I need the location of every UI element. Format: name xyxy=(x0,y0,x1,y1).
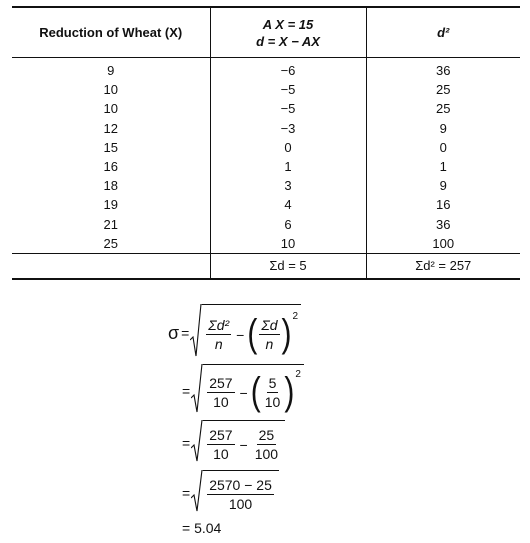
fraction xyxy=(253,427,280,462)
cell-deviation: 10 xyxy=(210,234,366,254)
cell-deviation: −5 xyxy=(210,80,366,99)
table-row xyxy=(12,58,520,81)
cell-deviation: 3 xyxy=(210,176,366,195)
radical xyxy=(191,470,279,516)
fraction xyxy=(263,375,283,410)
cell-deviation: −6 xyxy=(210,58,366,81)
numerator: 257 xyxy=(209,427,233,443)
left-paren-icon: ( xyxy=(247,312,258,356)
denominator: 100 xyxy=(254,446,279,462)
formula-line-1 xyxy=(168,304,301,362)
table-row xyxy=(12,215,520,234)
header-assumed-mean-deviation xyxy=(210,7,366,58)
minus-sign: − xyxy=(239,436,248,453)
cell-x: 15 xyxy=(103,139,118,155)
radical xyxy=(190,304,301,362)
result-value: = 5.04 xyxy=(182,520,222,536)
table-row xyxy=(12,195,520,214)
cell-x: 18 xyxy=(103,178,118,194)
header-d-squared: d² xyxy=(366,7,520,58)
cell-d-squared: 0 xyxy=(366,138,520,157)
exponent: 2 xyxy=(292,311,299,322)
table-header-row xyxy=(12,7,520,58)
cell-d-squared: 36 xyxy=(366,58,520,81)
exponent: 2 xyxy=(295,369,301,380)
cell-x: 19 xyxy=(103,197,118,213)
formula-line-2 xyxy=(182,364,304,418)
cell-x: 16 xyxy=(103,159,118,175)
cell-d-squared: 100 xyxy=(366,234,520,254)
deviation-table xyxy=(12,6,520,280)
cell-deviation: −5 xyxy=(210,99,366,118)
right-paren-icon: ) xyxy=(284,370,295,414)
cell-x: 9 xyxy=(107,63,115,79)
total-sum-d: Σd = 5 xyxy=(210,253,366,279)
denominator: 100 xyxy=(228,496,253,512)
header-assumed-mean: A X = 15 xyxy=(262,16,314,32)
table-row xyxy=(12,138,520,157)
numerator: 257 xyxy=(209,375,233,391)
denominator: 10 xyxy=(213,394,229,410)
radical xyxy=(191,420,285,466)
equals-sign: = xyxy=(182,383,191,399)
radical-sign-icon xyxy=(191,420,203,466)
header-reduction-of-wheat: Reduction of Wheat (X) xyxy=(12,7,210,58)
total-sum-d-squared: Σd² = 257 xyxy=(366,253,520,279)
standard-deviation-derivation xyxy=(168,300,428,540)
table-row xyxy=(12,157,520,176)
formula-line-3 xyxy=(182,420,285,466)
numerator: Σd xyxy=(261,317,278,333)
cell-x: 10 xyxy=(103,82,118,98)
minus-sign: − xyxy=(236,326,245,343)
numerator: 2570 − 25 xyxy=(209,477,272,493)
numerator: 5 xyxy=(268,375,277,391)
totals-row xyxy=(12,253,520,279)
equals-sign: = xyxy=(181,325,190,341)
right-paren-icon: ) xyxy=(281,312,292,356)
cell-d-squared: 9 xyxy=(366,176,520,195)
fraction xyxy=(207,477,274,512)
table-row xyxy=(12,176,520,195)
cell-x: 10 xyxy=(103,101,118,117)
radical-sign-icon xyxy=(191,364,203,418)
denominator: 10 xyxy=(264,394,281,410)
cell-x: 25 xyxy=(103,235,118,251)
table-row xyxy=(12,99,520,118)
cell-d-squared: 9 xyxy=(366,119,520,138)
sigma-symbol: σ xyxy=(168,322,180,343)
fraction xyxy=(207,427,234,462)
minus-sign: − xyxy=(239,384,248,401)
cell-d-squared: 16 xyxy=(366,195,520,214)
table-row xyxy=(12,119,520,138)
equals-sign: = xyxy=(182,435,191,451)
left-paren-icon: ( xyxy=(250,370,261,414)
formula-result xyxy=(182,520,221,536)
denominator: n xyxy=(265,336,274,352)
table-row xyxy=(12,234,520,254)
cell-deviation: 1 xyxy=(210,157,366,176)
denominator: 10 xyxy=(213,446,229,462)
numerator: Σd² xyxy=(208,317,230,333)
equals-sign: = xyxy=(182,485,191,501)
cell-deviation: 4 xyxy=(210,195,366,214)
cell-d-squared: 25 xyxy=(366,80,520,99)
cell-deviation: 6 xyxy=(210,215,366,234)
radical-sign-icon xyxy=(191,470,203,516)
header-deviation-formula: d = X − AX xyxy=(256,33,320,49)
cell-x: 21 xyxy=(103,216,118,232)
numerator: 25 xyxy=(258,427,275,443)
fraction xyxy=(259,317,279,352)
radical-sign-icon xyxy=(190,304,202,362)
fraction xyxy=(206,317,231,352)
total-x xyxy=(12,253,210,279)
denominator: n xyxy=(214,336,223,352)
cell-d-squared: 36 xyxy=(366,215,520,234)
cell-d-squared: 1 xyxy=(366,157,520,176)
formula-line-4 xyxy=(182,470,279,516)
table-row xyxy=(12,80,520,99)
cell-x: 12 xyxy=(103,120,118,136)
radical xyxy=(191,364,304,418)
cell-d-squared: 25 xyxy=(366,99,520,118)
fraction xyxy=(207,375,234,410)
cell-deviation: −3 xyxy=(210,119,366,138)
cell-deviation: 0 xyxy=(210,138,366,157)
